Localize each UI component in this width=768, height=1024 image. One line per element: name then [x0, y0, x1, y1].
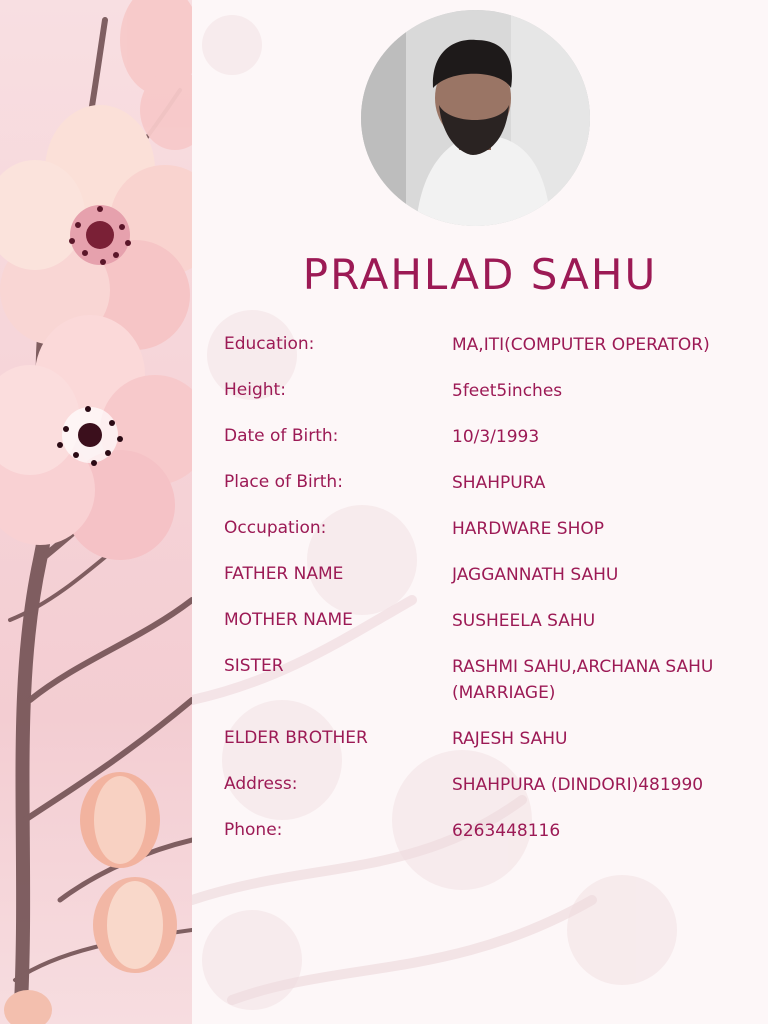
sister-value: RASHMI SAHU,ARCHANA SAHU (MARRIAGE)	[452, 657, 714, 703]
detail-row-address	[224, 772, 744, 798]
cherry-blossom-illustration	[0, 0, 192, 1024]
detail-row-sister	[224, 654, 744, 706]
occupation-value: HARDWARE SHOP	[452, 519, 604, 539]
date-of-birth-label: Date of Birth:	[224, 426, 339, 446]
elder-brother-value: RAJESH SAHU	[452, 729, 568, 749]
address-label: Address:	[224, 774, 298, 794]
floral-decoration	[0, 0, 192, 1024]
detail-row-place-of-birth	[224, 470, 744, 496]
father-name-label: FATHER NAME	[224, 564, 344, 584]
date-of-birth-value: 10/3/1993	[452, 427, 540, 447]
mother-name-label: MOTHER NAME	[224, 610, 353, 630]
detail-row-mother-name	[224, 608, 744, 634]
phone-label: Phone:	[224, 820, 283, 840]
person-portrait-image	[361, 10, 590, 226]
details-list	[224, 332, 744, 864]
phone-value: 6263448116	[452, 821, 561, 841]
height-label: Height:	[224, 380, 286, 400]
sister-label: SISTER	[224, 656, 284, 676]
father-name-value: JAGGANNATH SAHU	[452, 565, 619, 585]
detail-row-occupation	[224, 516, 744, 542]
detail-row-elder-brother	[224, 726, 744, 752]
detail-row-date-of-birth	[224, 424, 744, 450]
education-value: MA,ITI(COMPUTER OPERATOR)	[452, 335, 710, 355]
mother-name-value: SUSHEELA SAHU	[452, 611, 596, 631]
elder-brother-label: ELDER BROTHER	[224, 728, 368, 748]
place-of-birth-value: SHAHPURA	[452, 473, 546, 493]
profile-photo	[361, 10, 590, 226]
detail-row-education	[224, 332, 744, 358]
height-value: 5feet5inches	[452, 381, 563, 401]
detail-row-phone	[224, 818, 744, 844]
detail-row-height	[224, 378, 744, 404]
profile-name: PRAHLAD SAHU	[302, 250, 658, 299]
address-value: SHAHPURA (DINDORI)481990	[452, 775, 704, 795]
occupation-label: Occupation:	[224, 518, 327, 538]
place-of-birth-label: Place of Birth:	[224, 472, 343, 492]
education-label: Education:	[224, 334, 315, 354]
detail-row-father-name	[224, 562, 744, 588]
